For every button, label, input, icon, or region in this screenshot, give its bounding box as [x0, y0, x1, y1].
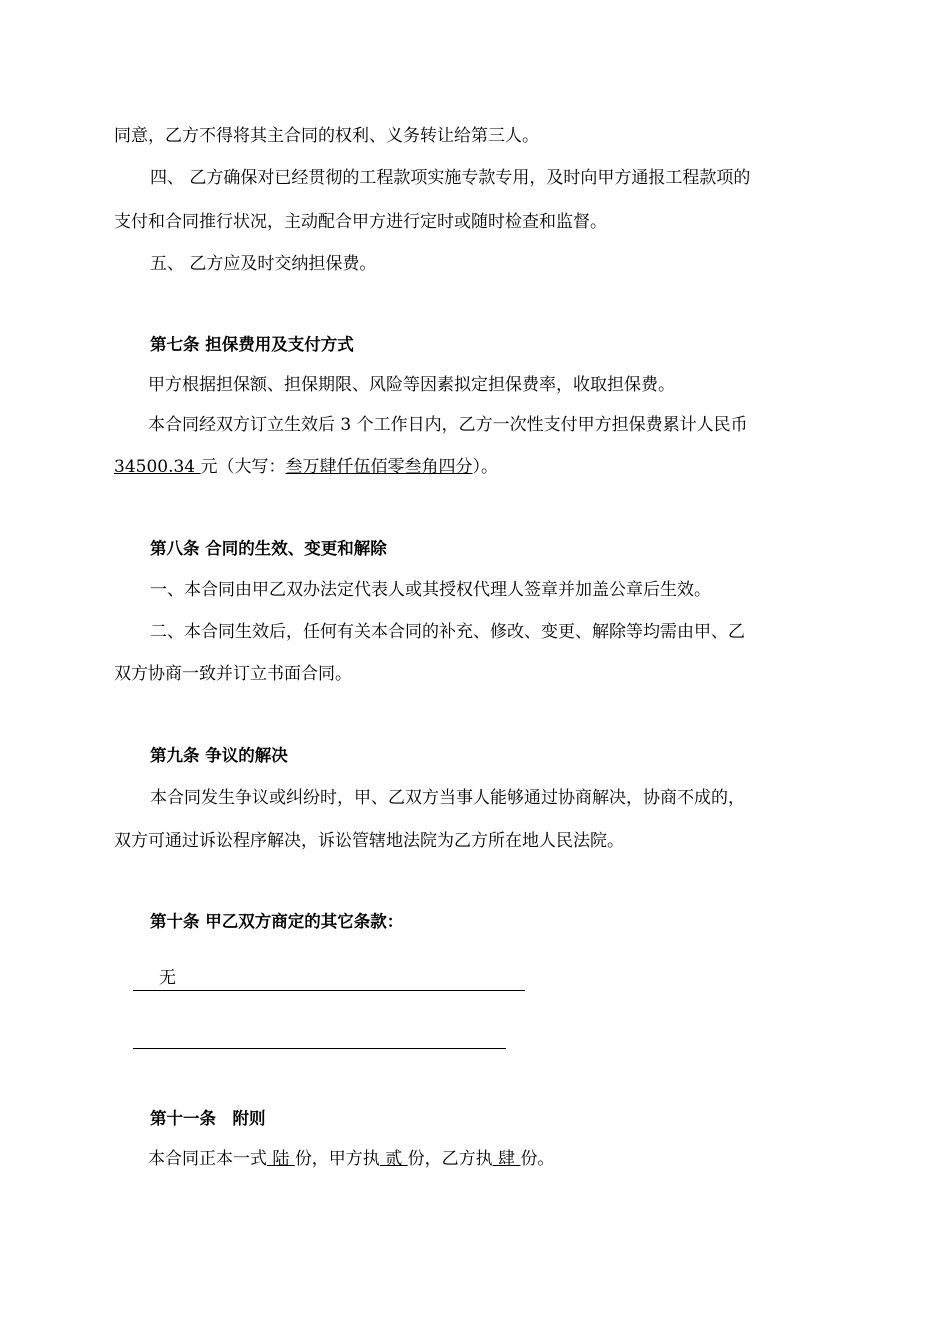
text-line: 本合同发生争议或纠纷时，甲、乙双方当事人能够通过协商解决，协商不成的， [150, 788, 745, 808]
text-line: 双方可通过诉讼程序解决，诉讼管辖地法院为乙方所在地人民法院。 [114, 831, 624, 851]
copies-text: 本合同正本一式 [148, 1149, 267, 1169]
text-line: 同意，乙方不得将其主合同的权利、义务转让给第三人。 [114, 126, 539, 146]
text-line: 本合同经双方订立生效后 3 个工作日内，乙方一次性支付甲方担保费累计人民币 [148, 415, 748, 435]
fill-blank-line [133, 966, 525, 991]
fill-blank-line-empty [133, 1024, 506, 1049]
fee-amount-words: 叁万肆仟伍佰零叁角四分 [285, 457, 473, 477]
article-9-title: 第九条 争议的解决 [150, 746, 288, 765]
copies-party-b: 肆 [492, 1149, 521, 1169]
text-line: 甲方根据担保额、担保期限、风险等因素拟定担保费率，收取担保费。 [148, 375, 675, 395]
copies-text: 份，甲方执 [294, 1149, 380, 1169]
fill-blank-value: 无 [159, 968, 176, 988]
text-line: 二、本合同生效后，任何有关本合同的补充、修改、变更、解除等均需由甲、乙 [150, 622, 745, 642]
fee-line [114, 455, 498, 479]
fee-close: ）。 [472, 457, 499, 477]
text-line: 支付和合同推行状况，主动配合甲方进行定时或随时检查和监督。 [114, 212, 607, 232]
article-10-title: 第十条 甲乙双方商定的其它条款： [150, 912, 404, 931]
article-7-title: 第七条 担保费用及支付方式 [150, 335, 354, 354]
text-line: 五、 乙方应及时交纳担保费。 [150, 254, 377, 274]
text-line: 双方协商一致并订立书面合同。 [114, 664, 352, 684]
copies-party-a: 贰 [379, 1149, 408, 1169]
article-11-title: 第十一条 附则 [150, 1109, 266, 1128]
text-line: 四、 乙方确保对已经贯彻的工程款项实施专款专用，及时向甲方通报工程款项的 [150, 168, 751, 188]
fee-unit: 元（大写： [200, 457, 286, 477]
copies-text: 份，乙方执 [407, 1149, 493, 1169]
copies-line [148, 1147, 554, 1171]
copies-total: 陆 [267, 1149, 295, 1169]
text-line: 一、本合同由甲乙双办法定代表人或其授权代理人签章并加盖公章后生效。 [150, 580, 711, 600]
fee-amount: 34500.34 [114, 457, 201, 477]
article-8-title: 第八条 合同的生效、变更和解除 [150, 539, 387, 558]
copies-text: 份。 [520, 1149, 555, 1169]
